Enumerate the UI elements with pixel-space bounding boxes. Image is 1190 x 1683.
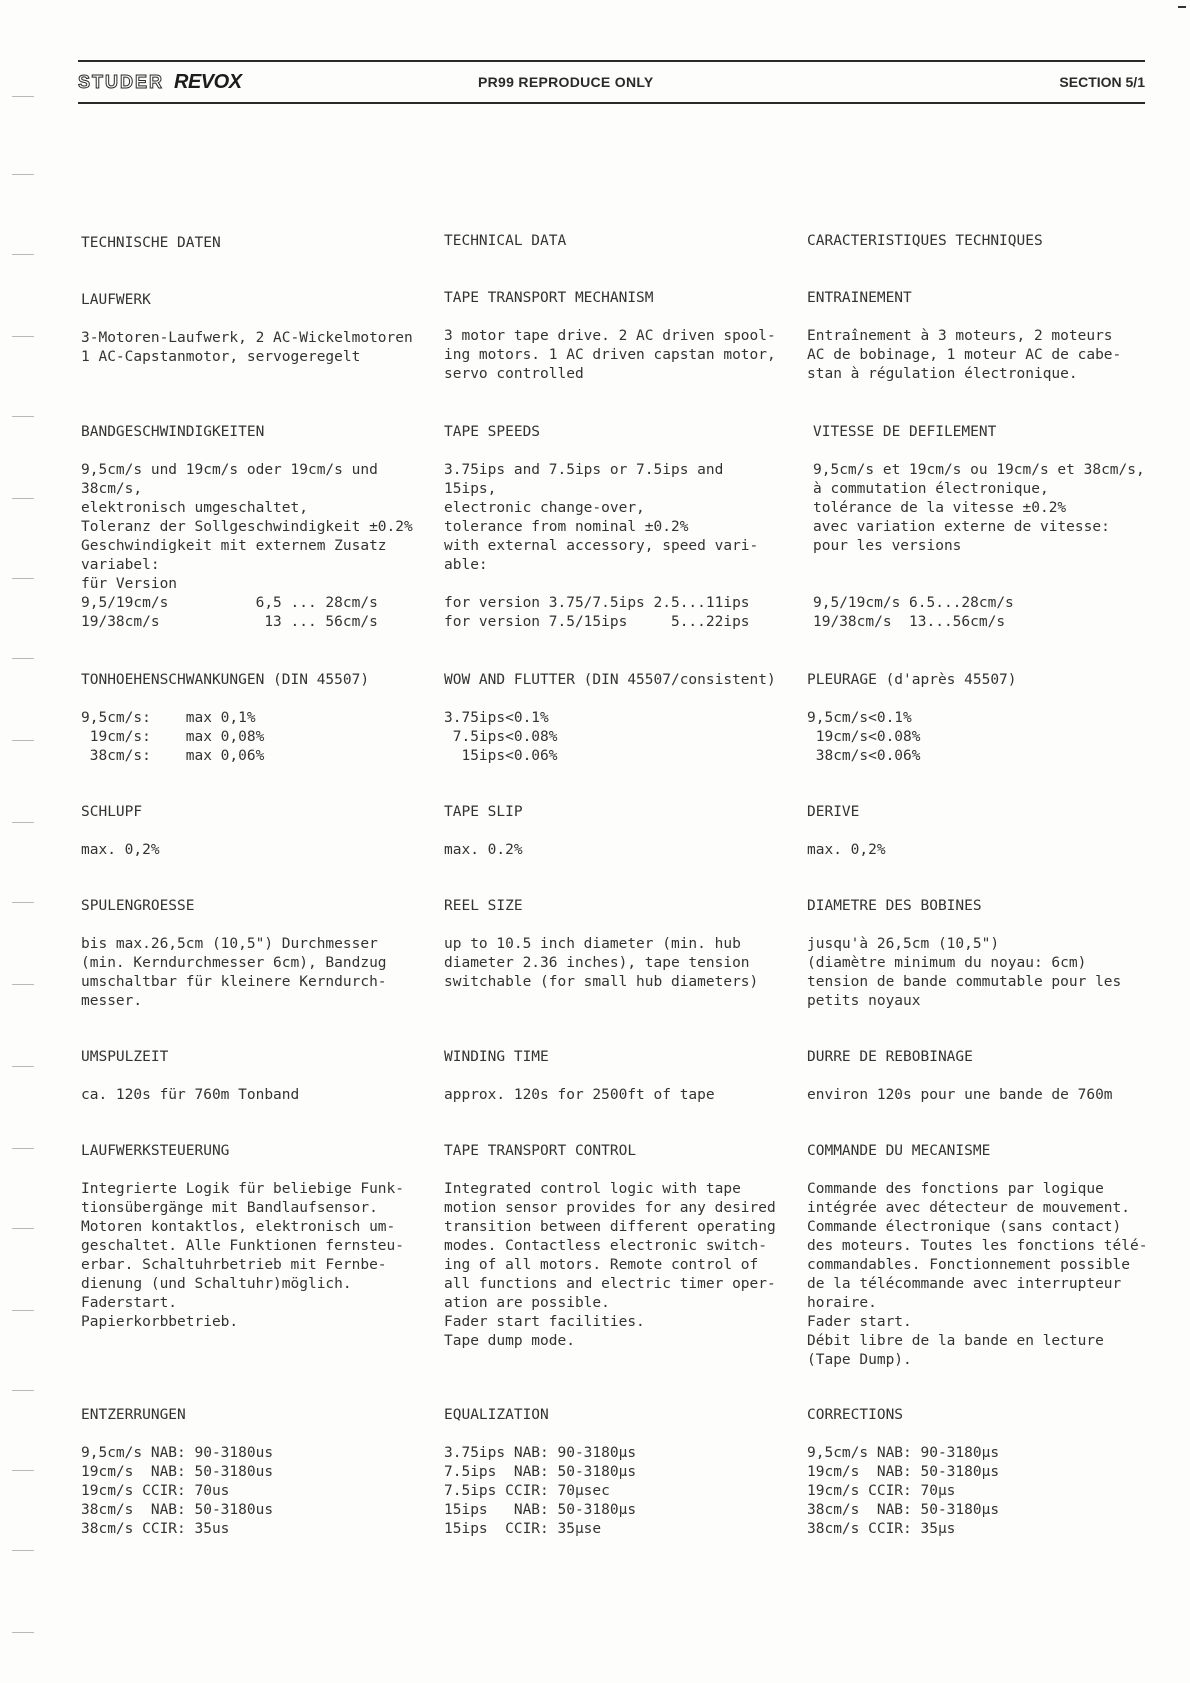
flutter-text-fr: 9,5cm/s<0.1% 19cm/s<0.08% 38cm/s<0.06% xyxy=(807,710,921,764)
slip-heading-de: SCHLUPF xyxy=(81,804,143,820)
logo-revox: REVOX xyxy=(174,70,242,93)
control-text-de: Integrierte Logik für beliebige Funk- tionsübergänge mit Bandlaufsensor. Motoren kontaktlos, elektronisch um- geschaltet. Alle Funktionen fernsteu- erbar. Schaltuhrbetrieb mit Fernbe- dienung (und Schaltuhr)möglich. Faderstart. Papierkorbbetrieb. xyxy=(81,1181,405,1330)
header-bottom-rule xyxy=(78,102,1145,104)
slip-heading-fr: DERIVE xyxy=(807,804,860,820)
winding-text-fr: environ 120s pour une bande de 760m xyxy=(807,1087,1113,1103)
page-header xyxy=(78,60,1145,104)
transport-text-en: 3 motor tape drive. 2 AC driven spool- ing motors. 1 AC driven capstan motor, servo controlled xyxy=(444,328,776,382)
transport-heading-en: TAPE TRANSPORT MECHANISM xyxy=(444,290,654,306)
slip-text-en: max. 0.2% xyxy=(444,842,523,858)
winding-heading-de: UMSPULZEIT xyxy=(81,1049,169,1065)
transport-heading-de: LAUFWERK xyxy=(81,292,151,308)
transport-heading-fr: ENTRAINEMENT xyxy=(807,290,912,306)
flutter-heading-fr: PLEURAGE (d'après 45507) xyxy=(807,672,1017,688)
control-heading-fr: COMMANDE DU MECANISME xyxy=(807,1143,991,1159)
winding-text-de: ca. 120s für 760m Tonband xyxy=(81,1087,300,1103)
binder-edge-marks xyxy=(12,0,36,1683)
eq-text-fr: 9,5cm/s NAB: 90-3180µs 19cm/s NAB: 50-3180µs 19cm/s CCIR: 70µs 38cm/s NAB: 50-3180µs 38cm/s CCIR: 35µs xyxy=(807,1445,1000,1537)
winding-heading-fr: DURRE DE REBOBINAGE xyxy=(807,1049,973,1065)
studer-revox-logo xyxy=(78,70,242,94)
transport-text-de: 3-Motoren-Laufwerk, 2 AC-Wickelmotoren 1 AC-Capstanmotor, servogeregelt xyxy=(81,330,413,365)
reel-text-en: up to 10.5 inch diameter (min. hub diameter 2.36 inches), tape tension switchable (for small hub diameters) xyxy=(444,936,759,990)
slip-heading-en: TAPE SLIP xyxy=(444,804,523,820)
speeds-versions-fr: 9,5/19cm/s 6.5...28cm/s 19/38cm/s 13...56cm/s xyxy=(813,595,1014,630)
control-heading-de: LAUFWERKSTEUERUNG xyxy=(81,1143,230,1159)
speeds-text-en: 3.75ips and 7.5ips or 7.5ips and 15ips, electronic change-over, tolerance from nominal ±0.2% with external accessory, speed vari- able: xyxy=(444,462,759,573)
speeds-heading-en: TAPE SPEEDS xyxy=(444,424,541,440)
column-title-de: TECHNISCHE DATEN xyxy=(81,235,221,251)
corner-mark xyxy=(1178,6,1186,8)
document-title: PR99 REPRODUCE ONLY xyxy=(478,74,654,90)
slip-text-de: max. 0,2% xyxy=(81,842,160,858)
column-title-fr: CARACTERISTIQUES TECHNIQUES xyxy=(807,233,1043,249)
speeds-heading-de: BANDGESCHWINDIGKEITEN xyxy=(81,424,265,440)
reel-heading-fr: DIAMETRE DES BOBINES xyxy=(807,898,982,914)
reel-text-fr: jusqu'à 26,5cm (10,5") (diamètre minimum du noyau: 6cm) tension de bande commutable pour les petits noyaux xyxy=(807,936,1122,1009)
column-title-en: TECHNICAL DATA xyxy=(444,233,567,249)
eq-heading-en: EQUALIZATION xyxy=(444,1407,549,1423)
flutter-heading-en: WOW AND FLUTTER (DIN 45507/consistent) xyxy=(444,672,776,688)
reel-text-de: bis max.26,5cm (10,5") Durchmesser (min. Kerndurchmesser 6cm), Bandzug umschaltbar für kleinere Kerndurch- messer. xyxy=(81,936,387,1009)
winding-text-en: approx. 120s for 2500ft of tape xyxy=(444,1087,715,1103)
speeds-heading-fr: VITESSE DE DEFILEMENT xyxy=(813,424,997,440)
speeds-text-de: 9,5cm/s und 19cm/s oder 19cm/s und 38cm/s, elektronisch umgeschaltet, Toleranz der Sollgeschwindigkeit ±0.2% Geschwindigkeit mit externem Zusatz variabel: für Version 9,5/19cm/s 6,5 ... 28cm/s 19/38cm/s 13 ... 56cm/s xyxy=(81,462,413,630)
control-text-en: Integrated control logic with tape motion sensor provides for any desired transition between different operating modes. Contactless electronic switch- ing of all motors. Remote control of all functions and electric timer oper- ation are possible. Fader start facilities. Tape dump mode. xyxy=(444,1181,776,1349)
reel-heading-en: REEL SIZE xyxy=(444,898,523,914)
slip-text-fr: max. 0,2% xyxy=(807,842,886,858)
eq-text-de: 9,5cm/s NAB: 90-3180us 19cm/s NAB: 50-3180us 19cm/s CCIR: 70us 38cm/s NAB: 50-3180us 38cm/s CCIR: 35us xyxy=(81,1445,274,1537)
flutter-text-de: 9,5cm/s: max 0,1% 19cm/s: max 0,08% 38cm/s: max 0,06% xyxy=(81,710,265,764)
section-number: SECTION 5/1 xyxy=(1059,74,1145,90)
speeds-text-fr: 9,5cm/s et 19cm/s ou 19cm/s et 38cm/s, à commutation électronique, tolérance de la vitesse ±0.2% avec variation externe de vitesse: pour les versions xyxy=(813,462,1145,554)
flutter-heading-de: TONHOEHENSCHWANKUNGEN (DIN 45507) xyxy=(81,672,370,688)
winding-heading-en: WINDING TIME xyxy=(444,1049,549,1065)
logo-studer: STUDER xyxy=(78,71,165,92)
eq-text-en: 3.75ips NAB: 90-3180µs 7.5ips NAB: 50-3180µs 7.5ips CCIR: 70µsec 15ips NAB: 50-3180µs 15ips CCIR: 35µse xyxy=(444,1445,637,1537)
header-top-rule xyxy=(78,60,1145,62)
eq-heading-de: ENTZERRUNGEN xyxy=(81,1407,186,1423)
speeds-versions-en: for version 3.75/7.5ips 2.5...11ips for version 7.5/15ips 5...22ips xyxy=(444,595,750,630)
control-heading-en: TAPE TRANSPORT CONTROL xyxy=(444,1143,637,1159)
flutter-text-en: 3.75ips<0.1% 7.5ips<0.08% 15ips<0.06% xyxy=(444,710,558,764)
transport-text-fr: Entraînement à 3 moteurs, 2 moteurs AC de bobinage, 1 moteur AC de cabe- stan à régulation électronique. xyxy=(807,328,1122,382)
control-text-fr: Commande des fonctions par logique intégrée avec détecteur de mouvement. Commande électronique (sans contact) des moteurs. Toutes les fonctions télé- commandables. Fonctionnement possible de la télécommande avec interrupteur horaire. Fader start. Débit libre de la bande en lecture (Tape Dump). xyxy=(807,1181,1148,1368)
eq-heading-fr: CORRECTIONS xyxy=(807,1407,904,1423)
reel-heading-de: SPULENGROESSE xyxy=(81,898,195,914)
